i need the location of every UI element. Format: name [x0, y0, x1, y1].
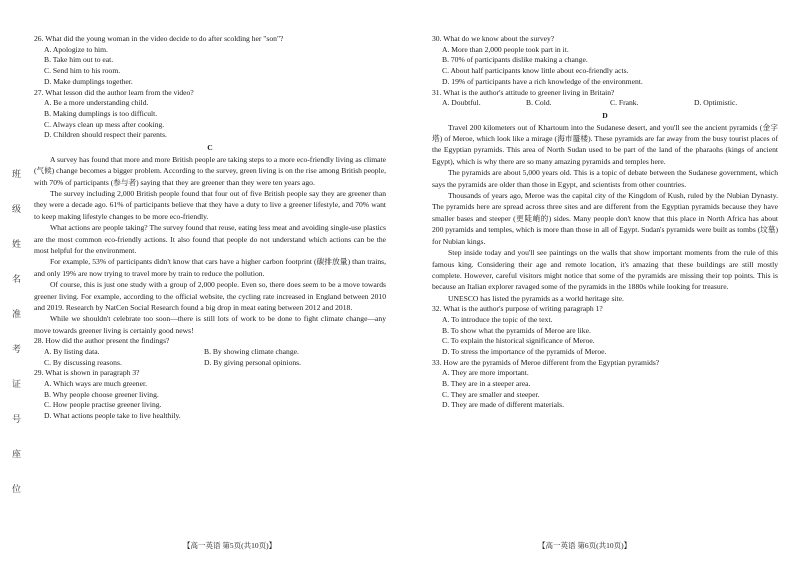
question-33: 33. How are the pyramids of Meroe different from the Egyptian pyramids?	[432, 357, 660, 367]
question-28: 28. How did the author present the findings?	[34, 336, 170, 346]
option: B. Cold.	[526, 98, 552, 108]
left-column	[34, 34, 386, 422]
passage-paragraph: Of course, this is just one study with a group of 2,000 people. Even so, there does seem to be a move towards greener living. For example, according to the official website, the cycling rate increased in England between 2010 and 2019. Research by NatCen Social Research found a big drop in meat eating between 2012 and 2018.	[34, 280, 386, 313]
question-27: 27. What lesson did the author learn from the video?	[34, 87, 194, 97]
option: A. Be a more understanding child.	[44, 98, 149, 108]
option: D. By giving personal opinions.	[204, 357, 302, 367]
options-row	[442, 98, 778, 109]
option: D. To stress the importance of the pyramids of Meroe.	[442, 346, 607, 356]
option: D. Children should respect their parents.	[44, 130, 167, 140]
option: D. What actions people take to live healthily.	[44, 411, 181, 421]
option: B. By showing climate change.	[204, 346, 299, 356]
margin-char: 准	[12, 309, 22, 319]
passage-paragraph: For example, 53% of participants didn't know that cars have a higher carbon footprint (碳排放量) than trains, and only 19% are now trying to travel more by train to reduce the pollution.	[34, 257, 386, 278]
margin-char: 座	[12, 449, 22, 459]
margin-char: 名	[12, 274, 22, 284]
option: B. 70% of participants dislike making a change.	[442, 55, 588, 65]
question-32: 32. What is the author's purpose of writing paragraph 1?	[432, 304, 603, 314]
passage-paragraph: Travel 200 kilometers out of Khartoum into the Sudanese desert, and you'll see the ancient pyramids (金字塔) of Meroe, which look like a mirage (海市蜃楼). These pyramids are far away from the busy tourist places of the Egyptian pyramids. This area of North Sudan used to be part of the land of the pharaohs (kings of ancient Egypt), which is why there are so many amazing pyramids and temples here.	[432, 122, 778, 166]
option: A. They are more important.	[442, 368, 529, 378]
margin-char: 位	[12, 484, 22, 494]
question-29: 29. What is shown in paragraph 3?	[34, 368, 140, 378]
passage-paragraph: Step inside today and you'll see paintings on the walls that show important moments from the rule of this famous king. Considering their age and remote location, it's amazing that these buildings are still mostly complete. However, careful visitors might notice that some of the pyramids are missing their top points. This is because an Italian explorer ravaged some of the pyramids in the 1880s while looking for treasure.	[432, 248, 778, 292]
margin-char: 证	[12, 379, 22, 389]
margin-char: 班	[12, 169, 22, 179]
page-footer-left: 【高一英语 第5页(共10页)】	[183, 541, 277, 550]
option: A. To introduce the topic of the text.	[442, 314, 553, 324]
question-30: 30. What do we know about the survey?	[432, 34, 555, 43]
passage-paragraph: What actions are people taking? The survey found that reuse, eating less meat and avoiding single-use plastics are the most common eco-friendly actions. It also found that people do not understand which actions can be the most helpful for the environment.	[34, 223, 386, 255]
option: C. Always clean up mess after cooking.	[44, 119, 165, 129]
passage-paragraph: The pyramids are about 5,000 years old. This is a topic of debate between the Sudanese government, which says the pyramids are older than those in Egypt, and scientists from other countries.	[432, 168, 778, 189]
option: C. How people practise greener living.	[44, 400, 162, 410]
passage-paragraph: Thousands of years ago, Meroe was the capital city of the Kingdom of Kush, ruled by the Nubian Dynasty. The pyramids here are spread across three sites and are different from the Egyptian pyramids because they have smaller bases and steeper (更陡峭的) sides. Many people don't know that this place in North Africa has about 200 pyramids and temples, which is more than those in all of Egypt. Sudan's pyramids were built as tombs (坟墓) for Nubian kings.	[432, 191, 778, 246]
option: C. About half participants know little about eco-friendly acts.	[442, 66, 629, 76]
option: A. By listing data.	[44, 346, 100, 356]
binding-margin	[12, 170, 26, 520]
option: C. By discussing reasons.	[44, 357, 122, 367]
section-c-heading: C	[207, 143, 213, 153]
option: C. They are smaller and steeper.	[442, 389, 540, 399]
option: A. More than 2,000 people took part in it.	[442, 44, 569, 54]
passage-paragraph: While we shouldn't celebrate too soon—there is still lots of work to be done to fight climate change—any move towards greener living is certainly good news!	[34, 314, 386, 335]
passage-paragraph: The survey including 2,000 British people found that four out of five British people say they are greener than they were a decade ago. 61% of participants believe that they have a duty to live a greener lifestyle, and 70% want to keep making lifestyle changes to be more eco-friendly.	[34, 188, 386, 221]
options-row	[44, 358, 386, 369]
option: C. Frank.	[610, 98, 639, 108]
section-d-heading: D	[602, 110, 608, 120]
passage-paragraph: UNESCO has listed the pyramids as a world heritage site.	[448, 293, 624, 303]
option: C. To explain the historical significance of Meroe.	[442, 336, 595, 346]
page-footer-right: 【高一英语 第6页(共10页)】	[538, 541, 632, 550]
option: A. Apologize to him.	[44, 44, 108, 54]
option: A. Doubtful.	[442, 98, 481, 108]
option: B. Making dumplings is too difficult.	[44, 108, 158, 118]
option: C. Send him to his room.	[44, 66, 121, 76]
option: B. To show what the pyramids of Meroe are like.	[442, 325, 591, 335]
option: B. Take him out to eat.	[44, 55, 114, 65]
margin-char: 级	[12, 204, 22, 214]
margin-char: 姓	[12, 239, 22, 249]
passage-paragraph: A survey has found that more and more British people are taking steps to a more eco-friendly living as climate (气候) change becomes a bigger problem. According to the survey, green living is on the rise among British people, with 70% of participants (参与者) saying that they are greener than they were ten years ago.	[34, 154, 386, 187]
option: D. Make dumplings together.	[44, 76, 133, 86]
options-row	[44, 347, 386, 358]
option: A. Which ways are much greener.	[44, 379, 147, 389]
margin-char: 号	[12, 414, 22, 424]
margin-char: 考	[12, 344, 22, 354]
question-26: 26. What did the young woman in the video decide to do after scolding her "son"?	[34, 34, 284, 43]
option: D. 19% of participants have a rich knowledge of the environment.	[442, 76, 643, 86]
option: B. They are in a steeper area.	[442, 379, 531, 389]
option: D. Optimistic.	[694, 98, 738, 108]
right-column	[432, 34, 778, 411]
question-31: 31. What is the author's attitude to greener living in Britain?	[432, 87, 615, 97]
option: B. Why people choose greener living.	[44, 389, 159, 399]
option: D. They are made of different materials.	[442, 400, 565, 410]
